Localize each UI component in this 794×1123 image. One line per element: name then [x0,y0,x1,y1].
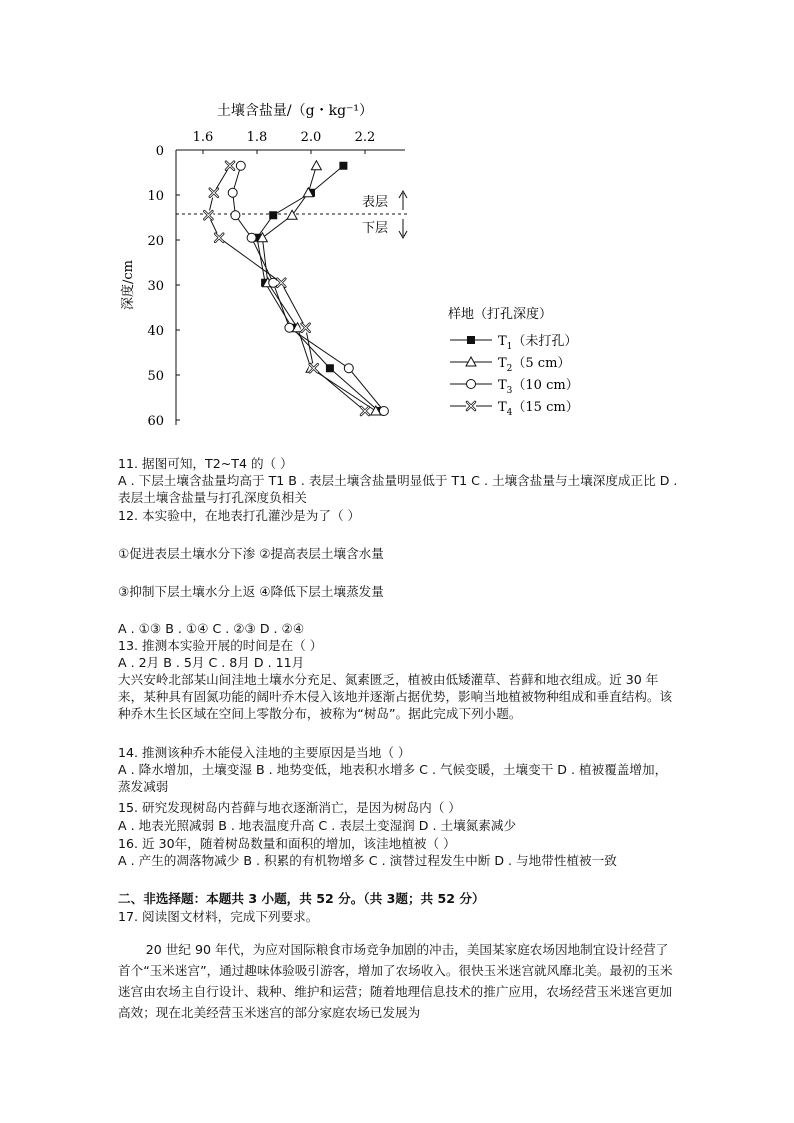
legend [450,333,579,418]
legend-label: $T_4(15$ cm） [498,400,579,418]
y-tick-label: 0 [155,144,164,159]
section-2-heading: 二、非选择题：本题共 3 小题，共 52 分。（共 3题；共 52 分） [118,891,485,906]
passage-corn-maze: 20 世纪 90 年代，为应对国际粮食市场竞争加剧的冲击，美国某家庭农场因地制宜设计经营了首个“玉米迷宫”，通过趣味体验吸引游客，增加了农场收入。很快玉米迷宫就风靡北美。最初的玉米迷宫由农场主自行设计、栽种、维护和运营；随着地理信息技术的推广应用，农场经营玉米迷宫更加高效；现在北美经营玉米迷宫的部分家庭农场已发展为 [118,942,673,1020]
upper-layer-label: 表层 [362,195,389,210]
point-t4 [276,278,286,288]
chart-title: 土壤含盐量/（g・kg⁻¹） [216,103,374,119]
point-t4 [225,161,235,171]
lower-layer-label: 下层 [362,221,389,236]
y-tick-label: 20 [147,234,164,249]
point-t3 [379,407,388,416]
point-t3 [285,323,294,332]
legend-label: $T_3(10$ cm） [498,378,579,396]
q11-stem: 11. 据图可知，T2~T4 的（ ） [118,456,293,471]
series-line-t4 [208,166,365,411]
point-t3 [344,364,353,373]
passage-tree-island: 大兴安岭北部某山间洼地土壤水分充足、氮素匮乏，植被由低矮灌草、苔藓和地衣组成。近 30 年来，某种具有固氮功能的阔叶乔木侵入该地并逐渐占据优势，影响当地植被物种组成和垂直结构。该种乔木生长区域在空间上零散分布，被称为“树岛”。据此完成下列小题。 [118,672,673,721]
point-t1 [339,162,347,170]
legend-label: $T_2(5$ cm） [498,356,571,374]
point-t3 [231,211,240,220]
y-tick-label: 30 [147,279,164,294]
q15-stem: 15. 研究发现树岛内苔藓与地衣逐渐消亡，是因为树岛内（ ） [118,800,461,815]
q14-options: A . 降水增加，土壤变湿 B . 地势变低，地表积水增多 C . 气候变暖，土壤变干 D . 植被覆盖增加，蒸发减弱 [118,762,668,794]
point-t4 [214,233,224,243]
legend-label: $T_1$（未打孔） [498,334,578,352]
point-t3 [247,233,256,242]
legend-title: 样地（打孔深度） [448,307,553,322]
y-tick-label: 40 [147,324,164,339]
y-tick-label: 10 [147,189,164,204]
q15-options: A . 地表光照减弱 B . 地表温度升高 C . 表层土变湿润 D . 土壤氮素减少 [118,818,517,833]
y-axis-label: 深度/cm [121,260,136,310]
point-t4 [209,188,219,198]
point-t2 [287,210,297,219]
point-t4 [309,363,319,373]
point-t3 [228,188,237,197]
point-t1 [269,211,277,219]
series-line-t2 [262,166,375,411]
q12-stem: 12. 本实验中，在地表打孔灌沙是为了（ ） [118,508,361,523]
q11-options: A . 下层土壤含盐量均高于 T1 B . 表层土壤含盐量明显低于 T1 C . 土壤含盐量与土壤深度成正比 D . 表层土壤含盐量与打孔深度负相关 [118,473,678,505]
y-tick-label: 60 [147,414,164,429]
x-tick-label: 1.6 [192,130,214,145]
q13-stem: 13. 推测本实验开展的时间是在（ ） [118,638,323,653]
x-tick-label: 2.0 [300,130,322,145]
legend-marker [467,380,476,389]
legend-marker [466,401,476,411]
q12-options: A . ①③ B . ①④ C . ②③ D . ②④ [118,621,305,636]
point-t3 [236,161,245,170]
point-t1 [326,364,334,372]
q12-statements-1: ①促进表层土壤水分下渗 ②提高表层土壤含水量 [118,546,384,561]
x-tick-label: 1.8 [246,130,268,145]
q17-stem: 17. 阅读图文材料，完成下列要求。 [118,909,319,924]
q16-stem: 16. 近 30年，随着树岛数量和面积的增加，该洼地植被（ ） [118,836,456,851]
point-t2 [311,161,321,170]
y-tick-label: 50 [147,369,164,384]
legend-marker [467,336,475,344]
salinity-depth-chart [110,95,610,435]
point-t4 [301,323,311,333]
q13-options: A . 2月 B . 5月 C . 8月 D . 11月 [118,655,305,670]
point-t4 [203,210,213,220]
series-layer [203,161,388,416]
q14-stem: 14. 推测该种乔木能侵入洼地的主要原因是当地（ ） [118,745,411,760]
x-tick-label: 2.2 [354,130,376,145]
q16-options: A . 产生的凋落物减少 B . 积累的有机物增多 C . 演替过程发生中断 D . 与地带性植被一致 [118,853,617,868]
point-t4 [360,406,370,416]
q12-statements-2: ③抑制下层土壤水分上返 ④降低下层土壤蒸发量 [118,584,384,599]
y-tick-labels [147,144,180,429]
